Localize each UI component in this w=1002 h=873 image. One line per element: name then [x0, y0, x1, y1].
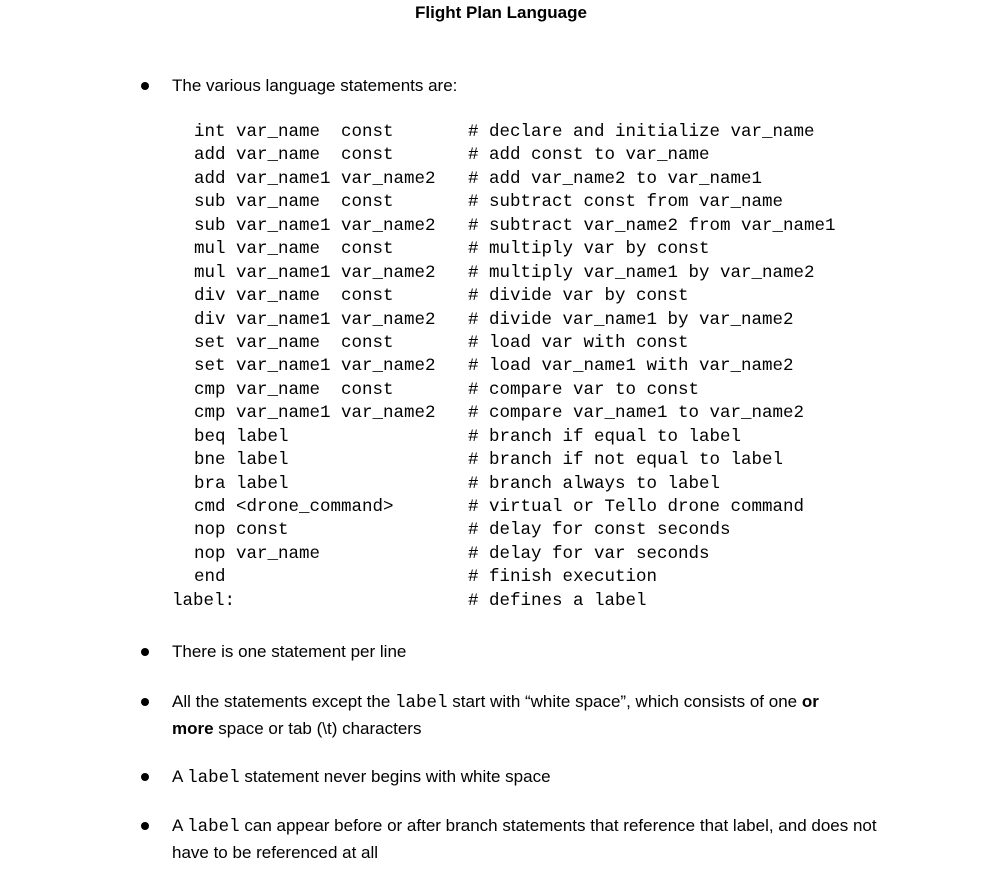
code-line	[0, 262, 1002, 285]
code-line	[0, 590, 1002, 613]
code-line	[0, 191, 1002, 214]
code-statement: end	[194, 567, 226, 588]
code-line	[0, 566, 1002, 589]
code-line	[0, 379, 1002, 402]
code-line	[0, 121, 1002, 144]
code-comment: # add const to var_name	[468, 145, 710, 166]
code-comment: # delay for const seconds	[468, 520, 731, 541]
text-segment: statement never begins with white space	[239, 767, 551, 786]
code-line	[0, 355, 1002, 378]
text-segment: can appear before or after branch statements that reference that label, and does not have to be referenced at all	[172, 816, 877, 862]
code-comment: # divide var by const	[468, 286, 689, 307]
code-comment: # compare var to const	[468, 379, 700, 400]
text-segment: A	[172, 767, 188, 786]
page-title: Flight Plan Language	[415, 3, 587, 22]
code-statement: int var_name const	[194, 122, 394, 142]
code-statement: div var_name const	[194, 286, 394, 307]
code-comment: # defines a label	[468, 590, 647, 611]
code-line	[0, 543, 1002, 566]
code-line	[0, 473, 1002, 496]
code-statement: beq label	[194, 426, 289, 447]
code-line	[0, 144, 1002, 167]
code-line	[0, 168, 1002, 191]
code-statement: label:	[172, 590, 236, 611]
code-comment: # branch if equal to label	[468, 426, 742, 447]
code-line	[0, 238, 1002, 261]
code-statement: bra label	[194, 473, 289, 494]
code-line	[0, 519, 1002, 542]
code-statement: div var_name1 var_name2	[194, 309, 436, 330]
code-statement: nop var_name	[194, 543, 321, 564]
code-comment: # subtract var_name2 from var_name1	[468, 215, 836, 236]
code-statement: sub var_name const	[194, 192, 394, 213]
code-comment: # virtual or Tello drone command	[468, 497, 805, 517]
text-segment: space or tab (\t) characters	[213, 719, 422, 738]
bold-text: more	[172, 719, 214, 738]
code-comment: # load var_name1 with var_name2	[468, 356, 794, 377]
code-comment: # add var_name2 to var_name1	[468, 168, 763, 189]
code-comment: # load var with const	[468, 332, 689, 353]
code-statement: add var_name1 var_name2	[194, 168, 436, 189]
bullet-text	[172, 689, 887, 741]
code-statement: mul var_name const	[194, 239, 394, 260]
code-comment: # branch if not equal to label	[468, 450, 784, 471]
code-comment: # finish execution	[468, 567, 658, 588]
code-statement: cmp var_name const	[194, 379, 394, 400]
code-comment: # declare and initialize var_name	[468, 122, 815, 142]
code-keyword-label: label	[187, 768, 240, 788]
code-comment: # multiply var_name1 by var_name2	[468, 262, 815, 283]
bullet-icon	[141, 773, 149, 781]
code-comment: # delay for var seconds	[468, 543, 710, 564]
code-line	[0, 332, 1002, 355]
text-segment: start with “white space”, which consists of one	[447, 692, 802, 711]
code-statement: set var_name1 var_name2	[194, 356, 436, 377]
code-statement: cmd <drone_command>	[194, 497, 394, 517]
bold-text: or	[801, 692, 819, 711]
code-statement: bne label	[194, 450, 289, 471]
bullet-icon	[141, 822, 149, 830]
code-line	[0, 496, 1002, 519]
text-segment: All the statements except the	[172, 692, 396, 711]
bullet-text	[172, 813, 887, 865]
code-comment: # multiply var by const	[468, 239, 710, 260]
code-keyword-label: label	[187, 817, 240, 837]
code-statement: nop const	[194, 520, 289, 541]
bullet-icon	[141, 698, 149, 706]
code-line	[0, 402, 1002, 425]
code-statement: sub var_name1 var_name2	[194, 215, 436, 236]
code-comment: # branch always to label	[468, 473, 721, 494]
code-comment: # subtract const from var_name	[468, 192, 784, 213]
text-segment: A	[172, 816, 188, 835]
bullet-text	[172, 764, 887, 791]
code-keyword-label: label	[395, 693, 448, 713]
code-comment: # compare var_name1 to var_name2	[468, 403, 805, 424]
code-line	[0, 426, 1002, 449]
code-line	[0, 449, 1002, 472]
code-statement: set var_name const	[194, 332, 394, 353]
bullet-text: There is one statement per line	[172, 642, 407, 661]
bullet-icon	[141, 648, 149, 656]
bullet-text: The various language statements are:	[172, 76, 458, 95]
code-line	[0, 215, 1002, 238]
code-block	[0, 121, 1002, 613]
code-comment: # divide var_name1 by var_name2	[468, 309, 794, 330]
bullet-icon	[141, 82, 149, 90]
code-statement: add var_name const	[194, 145, 394, 166]
code-statement: mul var_name1 var_name2	[194, 262, 436, 283]
code-statement: cmp var_name1 var_name2	[194, 403, 436, 424]
code-line	[0, 285, 1002, 308]
code-line	[0, 309, 1002, 332]
